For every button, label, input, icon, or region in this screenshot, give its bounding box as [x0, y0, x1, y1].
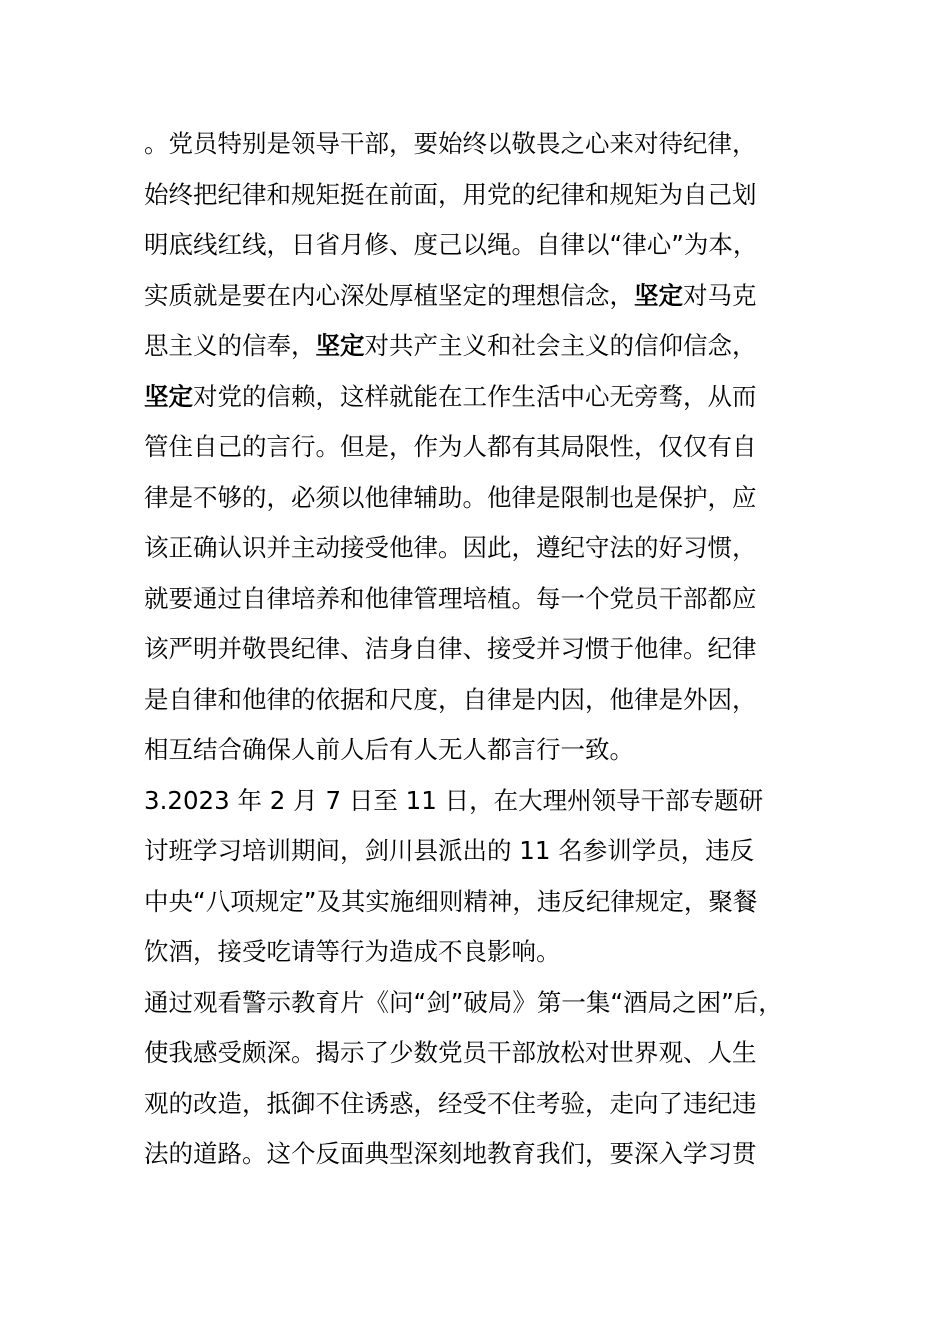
- text-line: 。党员特别是领导干部，要始终以敬畏之心来对待纪律，: [144, 129, 757, 158]
- text-line: 该正确认识并主动接受他律。因此，遵纪守法的好习惯，: [144, 533, 757, 562]
- text-run: 对党的信赖，这样就能在工作生活中心无旁骛，从而: [193, 381, 757, 411]
- text-line: 始终把纪律和规矩挺在前面，用党的纪律和规矩为自己划: [144, 179, 757, 209]
- document-body: [144, 124, 844, 1185]
- text-line: [144, 377, 844, 428]
- text-run: 实质就是要在内心深处厚植坚定的理想信念，: [144, 280, 634, 310]
- text-line: 明底线红线，日省月修、度己以绳。自律以“律心”为本，: [144, 230, 758, 259]
- text-line: 法的道路。这个反面典型深刻地教育我们，要深入学习贯: [144, 1139, 757, 1168]
- text-line: [144, 276, 844, 327]
- text-line: [144, 326, 844, 377]
- text-line: 就要通过自律培养和他律管理培植。每一个党员干部都应: [144, 583, 757, 613]
- text-line: 通过观看警示教育片《问“剑”破局》第一集“酒局之困”后，: [144, 987, 783, 1017]
- text-line: 3.2023 年 2 月 7 日至 11 日，在大理州领导干部专题研: [144, 785, 764, 815]
- text-line: 律是不够的，必须以他律辅助。他律是限制也是保护，应: [144, 482, 757, 512]
- text-line: 饮酒，接受吃请等行为造成不良影响。: [144, 937, 561, 966]
- text-run: 对共产主义和社会主义的信仰信念，: [364, 331, 757, 360]
- text-run: 对马克: [683, 280, 757, 310]
- text-run: 思主义的信奉，: [144, 331, 316, 360]
- text-line: 是自律和他律的依据和尺度，自律是内因，他律是外因，: [144, 684, 757, 714]
- text-line: 该严明并敬畏纪律、洁身自律、接受并习惯于他律。纪律: [144, 634, 757, 663]
- bold-keyword: 坚定: [144, 381, 193, 411]
- text-line: 相互结合确保人前人后有人无人都言行一致。: [144, 735, 634, 764]
- text-line: 管住自己的言行。但是，作为人都有其局限性，仅仅有自: [144, 432, 757, 461]
- bold-keyword: 坚定: [315, 331, 365, 360]
- text-line: 观的改造，抵御不住诱惑，经受不住考验，走向了违纪违: [144, 1088, 757, 1118]
- bold-keyword: 坚定: [634, 280, 683, 310]
- text-line: 讨班学习培训期间，剑川县派出的 11 名参训学员，违反: [144, 836, 755, 865]
- text-line: 使我感受颇深。揭示了少数党员干部放松对世界观、人生: [144, 1038, 757, 1067]
- text-line: 中央“八项规定”及其实施细则精神，违反纪律规定，聚餐: [144, 886, 758, 916]
